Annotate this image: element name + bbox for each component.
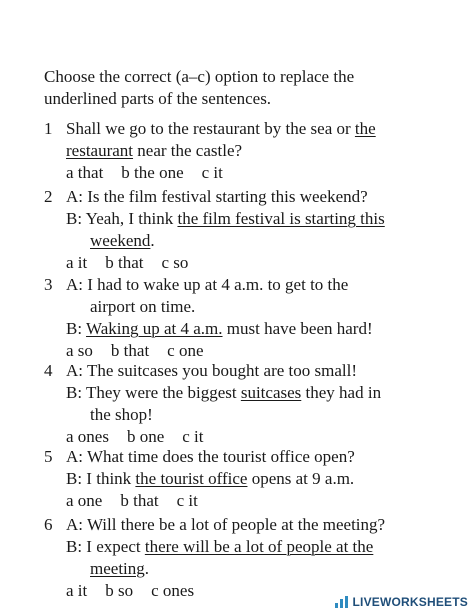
answer-options (66, 162, 241, 184)
question-number: 3 (44, 275, 53, 294)
question-5 (44, 446, 464, 512)
question-4 (44, 360, 464, 448)
question-3 (44, 274, 464, 362)
bar-chart-icon (335, 596, 349, 608)
speaker-a-line: A: What time does the tourist office open? (66, 447, 355, 466)
underlined-part: meeting (90, 559, 145, 578)
answer-options (66, 252, 206, 274)
option-c[interactable]: c it (182, 427, 204, 446)
speaker-b-line-cont: the shop! (90, 405, 153, 424)
question-number: 1 (44, 119, 53, 138)
sentence-text: they had in (301, 383, 382, 402)
option-a[interactable]: a ones (66, 427, 109, 446)
question-6 (44, 514, 464, 602)
speaker-a-line: A: Will there be a lot of people at the meeting? (66, 515, 386, 534)
answer-options (66, 340, 222, 362)
underlined-part: suitcases (240, 383, 302, 402)
option-c[interactable]: c one (167, 341, 204, 360)
option-a[interactable]: a it (66, 581, 88, 600)
speaker-b-text: B: Yeah, I think (66, 209, 178, 228)
instructions-line-2: underlined parts of the sentences. (44, 89, 272, 108)
answer-options (66, 426, 222, 448)
speaker-b-text: B: I think (66, 469, 136, 488)
option-a[interactable]: a that (66, 163, 104, 182)
question-number: 4 (44, 361, 53, 380)
option-a[interactable]: a so (66, 341, 93, 360)
instructions (44, 66, 464, 110)
option-b[interactable]: b that (120, 491, 159, 510)
question-number: 2 (44, 187, 53, 206)
question-number: 6 (44, 515, 53, 534)
speaker-a-line: A: The suitcases you bought are too small! (66, 361, 357, 380)
question-number: 5 (44, 447, 53, 466)
sentence-text: . (150, 231, 155, 250)
option-a[interactable]: a it (66, 253, 88, 272)
sentence-text: . (144, 559, 150, 578)
underlined-part: there will be a lot of people at the (144, 537, 374, 556)
option-c[interactable]: c so (161, 253, 189, 272)
option-c[interactable]: c it (176, 491, 198, 510)
underlined-part: weekend (90, 231, 151, 250)
sentence-text: opens at 9 a.m. (247, 469, 355, 488)
option-b[interactable]: b so (105, 581, 134, 600)
speaker-a-line-cont: airport on time. (90, 297, 196, 316)
option-c[interactable]: c ones (151, 581, 195, 600)
answer-options (66, 490, 216, 512)
option-b[interactable]: b that (110, 341, 150, 360)
liveworksheets-logo[interactable] (335, 595, 468, 609)
question-2 (44, 186, 464, 274)
underlined-part: Waking up at 4 a.m. (86, 319, 223, 338)
instructions-line-1: Choose the correct (a–c) option to replace the (44, 67, 355, 86)
underlined-part: restaurant (66, 141, 134, 160)
speaker-b-text: B: (66, 319, 87, 338)
underlined-part: the tourist office (135, 469, 248, 488)
option-b[interactable]: b one (126, 427, 165, 446)
speaker-a-line: A: I had to wake up at 4 a.m. to get to the (66, 275, 349, 294)
speaker-b-text: B: I expect (66, 537, 145, 556)
speaker-b-text: B: They were the biggest (66, 383, 241, 402)
sentence-text: Shall we go to the restaurant by the sea or (66, 119, 355, 138)
option-b[interactable]: b the one (121, 163, 184, 182)
sentence-text: near the castle? (133, 141, 243, 160)
underlined-part: the (354, 119, 376, 138)
underlined-part: the film festival is starting this (177, 209, 385, 228)
option-a[interactable]: a one (66, 491, 103, 510)
speaker-a-line: A: Is the film festival starting this weekend? (66, 187, 368, 206)
brand-text: LIVEWORKSHEETS (352, 595, 468, 609)
sentence-text: must have been hard! (222, 319, 373, 338)
option-c[interactable]: c it (201, 163, 223, 182)
option-b[interactable]: b that (105, 253, 144, 272)
question-1 (44, 118, 464, 184)
answer-options (66, 580, 212, 602)
